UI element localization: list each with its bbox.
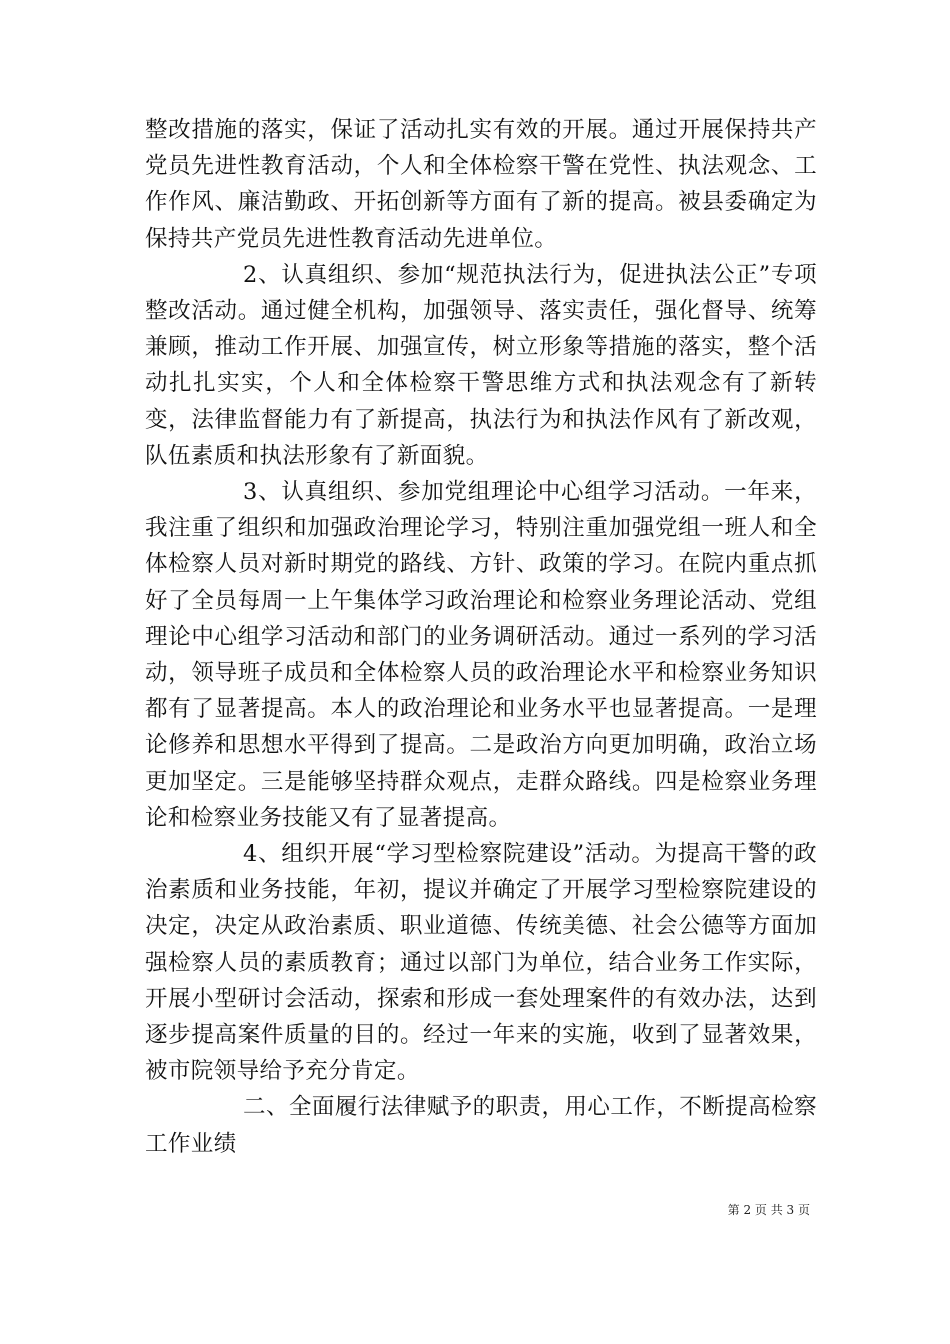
- paragraph-item-3: 3、认真组织、参加党组理论中心组学习活动。一年来，我注重了组织和加强政治理论学习，特别注重加强党组一班人和全体检察人员对新时期党的路线、方针、政策的学习。在院内重点抓好了全员每周一上午集体学习政治理论和检察业务理论活动、党组理论中心组学习活动和部门的业务调研活动。通过一系列的学习活动，领导班子成员和全体检察人员的政治理论水平和检察业务知识都有了显著提高。本人的政治理论和业务水平也显著提高。一是理论修养和思想水平得到了提高。二是政治方向更加明确，政治立场更加坚定。三是能够坚持群众观点，走群众路线。四是检察业务理论和检察业务技能又有了显著提高。: [145, 479, 817, 831]
- page-number-footer: [700, 1202, 810, 1218]
- paragraph-item-2: 2、认真组织、参加“规范执法行为，促进执法公正”专项整改活动。通过健全机构，加强领导、落实责任，强化督导、统筹兼顾，推动工作开展、加强宣传，树立形象等措施的落实，整个活动扎扎实实，个人和全体检察干警思维方式和执法观念有了新转变，法律监督能力有了新提高，执法行为和执法作风有了新改观，队伍素质和执法形象有了新面貌。: [145, 261, 817, 469]
- page-number-label: 第 2 页 共 3 页: [727, 1203, 810, 1217]
- section-heading-2: 二、全面履行法律赋予的职责，用心工作，不断提高检察工作业绩: [145, 1094, 817, 1157]
- paragraph-continuation: 整改措施的落实，保证了活动扎实有效的开展。通过开展保持共产党员先进性教育活动，个人和全体检察干警在党性、执法观念、工作作风、廉洁勤政、开拓创新等方面有了新的提高。被县委确定为保持共产党员先进性教育活动先进单位。: [145, 117, 817, 252]
- paragraph-item-4: 4、组织开展“学习型检察院建设”活动。为提高干警的政治素质和业务技能，年初，提议并确定了开展学习型检察院建设的决定，决定从政治素质、职业道德、传统美德、社会公德等方面加强检察人员的素质教育；通过以部门为单位，结合业务工作实际，开展小型研讨会活动，探索和形成一套处理案件的有效办法，达到逐步提高案件质量的目的。经过一年来的实施，收到了显著效果，被市院领导给予充分肯定。: [145, 841, 817, 1085]
- document-body: [145, 112, 817, 1162]
